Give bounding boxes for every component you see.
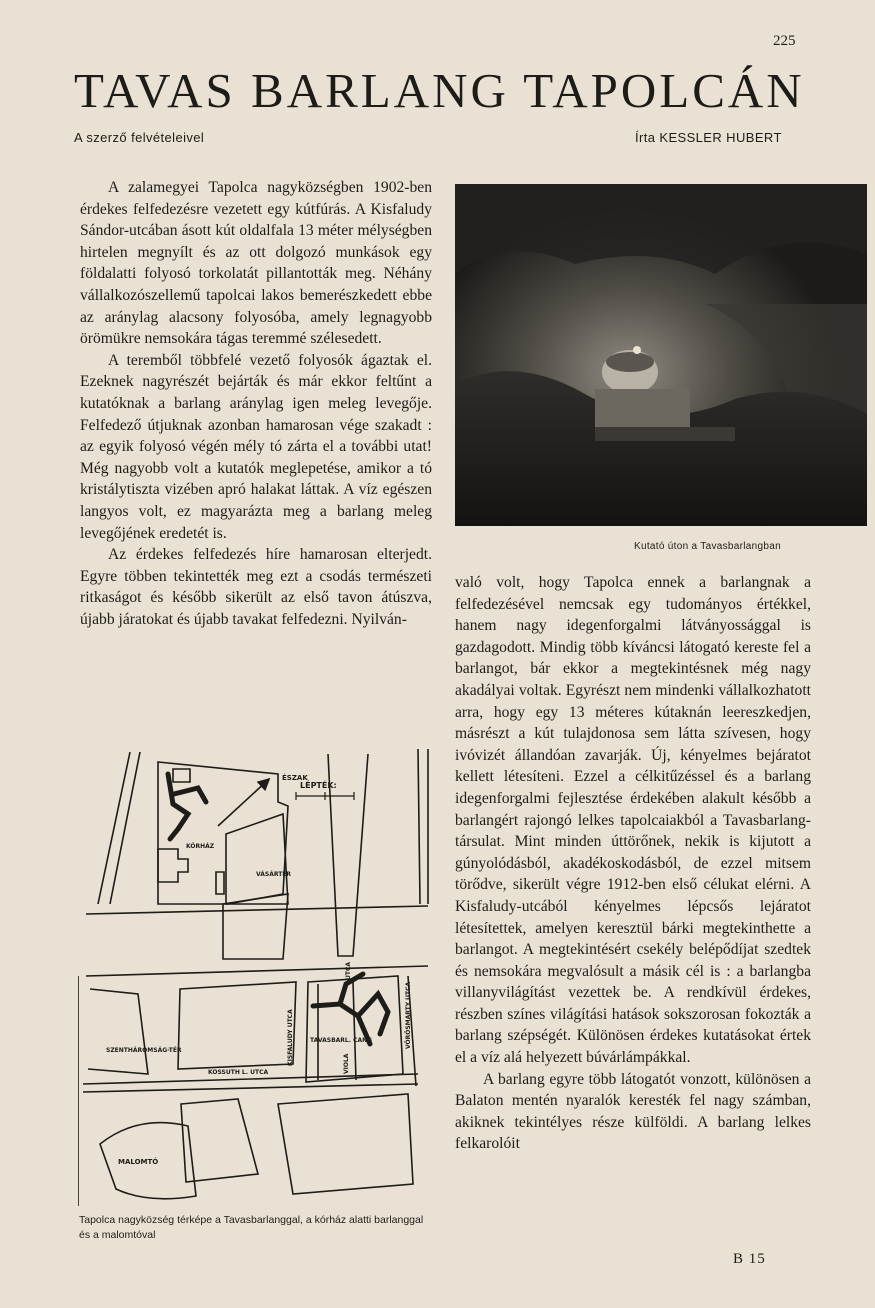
- paragraph: Az érdekes felfedezés híre hamarosan elterjedt. Egyre többen tekintették meg ezt a csodás természeti ritkaságot és később sikerült az első tavon átúszva, újabb járatokat és újabb tavakat felfedezni. Nyilván-: [80, 546, 432, 628]
- map-label-cave: TAVASBARL. CANG: [310, 1037, 373, 1044]
- map-label-malomto: MALOMTÓ: [118, 1158, 159, 1166]
- map-drawing: [78, 744, 432, 1206]
- signature-mark: B 15: [733, 1251, 766, 1267]
- right-column: [455, 572, 811, 1155]
- cave-explorer-photo: [455, 184, 867, 526]
- map-label-utca: UTCA: [345, 961, 352, 980]
- map-label-north: ÉSZAK: [282, 774, 308, 782]
- map-label-viola: VIOLA: [343, 1053, 350, 1074]
- photo-credit: A szerző felvételeivel: [74, 130, 205, 145]
- paragraph: A zalamegyei Tapolca nagyközségben 1902-ben érdekes felfedezésre vezetett egy kútfúrás. A Kisfaludy Sándor-utcában ásott kút oldalfala 13 méter mélységben hirtelen megnyílt és az ott dolgozó munkások egy földalatti folyosó torkolatát pillantották meg. Néhány vállalkozószellemű tapolcai lakos bemerészkedett ebbe az aránylag alacsony folyosóba, amely legnagyobb örömükre nemsokára tágas teremmé szélesedett.: [80, 179, 432, 348]
- paragraph: A barlang egyre több látogatót vonzott, különösen a Balaton mentén nyaralók keresték fel nagy számban, akiknek tekintélyes része külföldi. A barlang lelkes felkarolóit: [455, 1070, 811, 1153]
- map-label-kossuth: KOSSUTH L. UTCA: [208, 1069, 269, 1076]
- tapolca-map: [78, 744, 432, 1206]
- left-column: [80, 177, 432, 630]
- map-label-market: VÁSÁRTÉR: [256, 871, 292, 878]
- map-label-vorosmarty: VÖRÖSMARTY UTCA: [405, 981, 412, 1049]
- photo-caption: Kutató úton a Tavasbarlangban: [634, 541, 781, 552]
- paragraph: való volt, hogy Tapolca ennek a barlangnak a felfedezésével nemcsak egy tudományos értékkel, hanem nagy idegenforgalmi látványossággal is gazdagodott. Mindig több kíváncsi látogató kereste fel a barlangot, bár ekkor a megtekintésnek még nagy akadályai voltak. Egyrészt nem mindenki vállalkozhatott arra, hogy egy 13 méteres kútaknán leereszkedjen, másrészt a kút tulajdonosa sem látta szívesen, hogy ivóvizét állandóan zavarják. Új, kényelmes bejáratot kellett létesíteni. Ezzel a célkitűzéssel és a barlang idegenforgalmi fejlesztése érdekében alakult később a barlangért rajongó lelkes tapolcaiakból a Tavasbarlang-társulat. Mint minden úttörőnek, nekik is kijutott a gúnyolódásból, akadékoskodásból, de ezzel mitsem törődve, sikerült végre 1912-ben első célukat elérni. A Kisfaludy-utcából kényelmes lépcsős lejáratot létesítettek, amelyen keresztül bárki megtekinthette a barlangot. A megtekintésért csekély belépődíjat szedtek és nemsokára megvalósult a másik cél is : a barlangba villanyvilágítást vezettek be. A rendkívül érdekes, részben színes világítási hatások sokszorosan fokozták a barlang szépségét. Különösen érdekes kutatásokat értek el a víz alá helyezett búvárlámpákkal.: [455, 574, 811, 1067]
- map-label-szentharomsag: SZENTHÁROMSÁG-TÉR: [106, 1047, 182, 1054]
- map-label-scale: LÉPTÉK:: [300, 781, 337, 790]
- map-label-kisfaludy: KISFALUDY UTCA: [287, 1009, 294, 1066]
- map-label-hospital: KÓRHÁZ: [186, 843, 215, 850]
- map-caption: Tapolca nagyközség térképe a Tavasbarlanggal, a kórház alatti barlanggal és a malomtóval: [79, 1214, 424, 1241]
- article-title: TAVAS BARLANG TAPOLCÁN: [74, 63, 805, 118]
- page-number: 225: [773, 33, 796, 49]
- author-byline: Írta KESSLER HUBERT: [635, 130, 782, 145]
- paragraph: A teremből többfelé vezető folyosók ágaztak el. Ezeknek nagyrészét bejárták és már ekkor feltűnt a kutatóknak a barlang aránylag igen meleg levegője. Felfedező útjuknak azonban hamarosan vége szakadt : az egyik folyosó végén mély tó zárta el a további utat! Még nagyobb volt a kutatók meglepetése, amikor a tó kristálytiszta vizében apró halakat láttak. A víz egészen langyos volt, ez magyarázta meg a barlang meleg levegőjének eredetét is.: [80, 351, 432, 542]
- cave-photo-image: [455, 184, 867, 526]
